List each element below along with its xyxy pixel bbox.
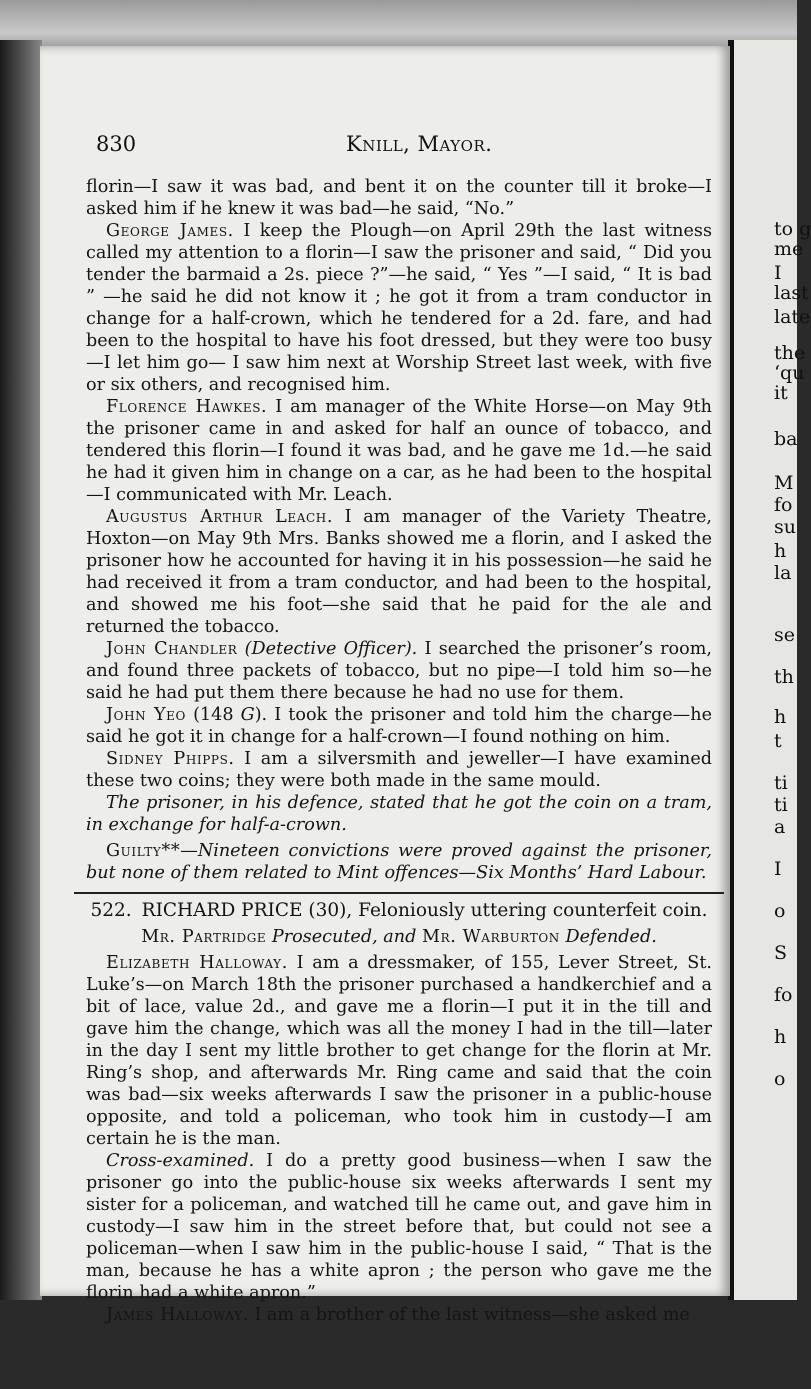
facing-page-text-fragment: it bbox=[774, 382, 788, 404]
witness-name: James Halloway. bbox=[106, 1305, 249, 1325]
defendant-name: RICHARD PRICE bbox=[141, 900, 303, 921]
facing-page-text-fragment: h bbox=[774, 706, 787, 728]
facing-page-text-fragment: last bbox=[774, 282, 809, 304]
paragraph bbox=[86, 220, 712, 396]
testimony-text: I am a dressmaker, of 155, Lever Street, St. Luke’s—on March 18th the prisoner purchased a handkerchief and a bit of lace, value 2d., and gave me a florin—I put it in the till and gave him the change, which was all the money I had in the till—later in the day I sent my little brother to get change for the florin at Mr. Ring’s shop, and afterwards Mr. Ring came and said that the coin was bad—six weeks afterwards I saw the prisoner in a public-house opposite, and told a policeman, who took him in custody—I am certain he is the man. bbox=[86, 953, 712, 1149]
paragraph-text: florin—I saw it was bad, and bent it on the counter till it broke—I asked him if he knew it was bad—he said, “No.” bbox=[86, 177, 712, 219]
facing-page-text-fragment: me bbox=[774, 238, 804, 260]
paragraph bbox=[86, 704, 712, 748]
paragraph bbox=[86, 748, 712, 792]
defended-label: Defended. bbox=[559, 927, 657, 947]
facing-page-text-fragment: h bbox=[774, 1026, 787, 1048]
case-number: 522. bbox=[90, 900, 132, 921]
paragraph bbox=[86, 1304, 712, 1326]
case-title bbox=[86, 900, 712, 922]
witness-role: G bbox=[240, 705, 255, 725]
testimony-text: I am manager of the Variety Theatre, Hoxton—on May 9th Mrs. Banks showed me a florin, and I asked the prisoner how he accounted for having it in his possession—he said he had received it from a tram conductor, and had been to the hospital, and showed me his foot—she said that he paid for the ale and returned the tobacco. bbox=[86, 507, 712, 637]
verdict-label: Guilty** bbox=[106, 841, 181, 861]
testimony-text: I do a pretty good business—when I saw the prisoner go into the public-house six weeks afterwards I sent my sister for a policeman, and watched till he came out, and gave him in custody—I saw him in the street before that, but could not see a policeman—when I saw him in the public-house I said, “ That is the man, because he has a white apron ; the person who gave me the florin had a white apron.” bbox=[86, 1151, 712, 1303]
testimony-part-1 bbox=[86, 176, 712, 884]
section-divider bbox=[74, 892, 724, 894]
testimony-text: I am a brother of the last witness—she asked me bbox=[248, 1305, 690, 1325]
paragraph bbox=[86, 176, 712, 220]
offence: Feloniously uttering counterfeit coin. bbox=[352, 900, 708, 921]
paragraph bbox=[86, 952, 712, 1150]
witness-name: John Chandler bbox=[106, 639, 238, 659]
prosecuted-label: Prosecuted, bbox=[266, 927, 378, 947]
counsel-line bbox=[86, 926, 712, 948]
witness-role: (Detective Officer). bbox=[244, 639, 418, 659]
facing-page-text-fragment: ‘qu bbox=[774, 362, 805, 384]
facing-page-text-fragment: the bbox=[774, 342, 806, 364]
facing-page-text-fragment: I bbox=[774, 262, 782, 284]
witness-name: Florence Hawkes. bbox=[106, 397, 268, 417]
paragraph bbox=[86, 396, 712, 506]
running-head: Knill, Mayor. bbox=[346, 132, 493, 156]
testimony-text: I took the prisoner and told him the charge—he said he got it in change for a half-crown—I found nothing on him. bbox=[86, 705, 712, 747]
facing-page-text-fragment: fo bbox=[774, 984, 793, 1006]
and-label: and bbox=[377, 927, 422, 947]
testimony-text: I am manager of the White Horse—on May 9th the prisoner came in and asked for half an ounce of tobacco, and tendered this florin—I found it was bad, and he gave me 1d.—he said he had it given him in change on a car, as he had been to the hospital—I communicated with Mr. Leach. bbox=[86, 397, 712, 505]
verdict-text: —Nineteen convictions were proved against the prisoner, but none of them related to Mint offences—Six Months’ Hard Labour. bbox=[86, 841, 712, 883]
facing-page-text-fragment: ti bbox=[774, 794, 788, 816]
defendant-age: (30), bbox=[302, 900, 353, 921]
testimony-part-2 bbox=[86, 952, 712, 1326]
facing-page-text-fragment: a bbox=[774, 816, 786, 838]
facing-page-text-fragment: su bbox=[774, 516, 796, 538]
witness-number: (148 bbox=[185, 705, 241, 725]
prosecutor: Mr. Partridge bbox=[141, 927, 267, 947]
facing-page-text-fragment: t bbox=[774, 730, 782, 752]
testimony-text: I searched the prisoner’s room, and found three packets of tobacco, but no pipe—I told him so—he said he had put them there because he had no use for them. bbox=[86, 639, 712, 703]
paragraph bbox=[86, 506, 712, 638]
witness-number-tail: ). bbox=[254, 705, 268, 725]
facing-page-text-fragment: ti bbox=[774, 772, 788, 794]
paragraph bbox=[86, 792, 712, 836]
facing-page-text-fragment: S bbox=[774, 942, 788, 964]
paragraph bbox=[86, 840, 712, 884]
witness-name: Augustus Arthur Leach. bbox=[106, 507, 334, 527]
facing-page-text-fragment: la bbox=[774, 562, 792, 584]
facing-page-text-fragment: o bbox=[774, 1068, 786, 1090]
facing-page-text-fragment: late bbox=[774, 306, 811, 328]
facing-page-text-fragment: to g bbox=[774, 218, 811, 240]
page-body bbox=[86, 176, 712, 1326]
testimony-text: I keep the Plough—on April 29th the last witness called my attention to a florin—I saw the prisoner and said, “ Did you tender the barmaid a 2s. piece ?”—he said, “ Yes ”—I said, “ It is bad ” —he said he did not know it ; he got it from a tram conductor in change for a half-crown, which he tendered for a 2d. fare, and had been to the hospital to have his foot dressed, but they were too busy—I let him go— I saw him next at Worship Street last week, with five or six others, and recognised him. bbox=[86, 221, 712, 395]
witness-name: John Yeo bbox=[106, 705, 186, 725]
witness-name: Sidney Phipps. bbox=[106, 749, 235, 769]
facing-page-text-fragment: fo bbox=[774, 494, 793, 516]
paragraph bbox=[86, 638, 712, 704]
facing-page-text-fragment: M bbox=[774, 472, 794, 494]
scan-left-edge bbox=[0, 40, 42, 1300]
page-header bbox=[96, 128, 716, 162]
facing-page-text-fragment: th bbox=[774, 666, 794, 688]
facing-page-text-fragment: se bbox=[774, 624, 795, 646]
witness-name: George James. bbox=[106, 221, 234, 241]
facing-page-text-fragment: h bbox=[774, 540, 787, 562]
facing-page-text-fragment: o bbox=[774, 900, 786, 922]
defence-statement: The prisoner, in his defence, stated that he got the coin on a tram, in exchange for half-a-crown. bbox=[86, 793, 712, 835]
defender: Mr. Warburton bbox=[421, 927, 560, 947]
cross-examined-label: Cross-examined. bbox=[106, 1151, 255, 1171]
paragraph bbox=[86, 1150, 712, 1304]
testimony-text: I am a silversmith and jeweller—I have examined these two coins; they were both made in the same mould. bbox=[86, 749, 712, 791]
facing-page-text-fragment: ba bbox=[774, 428, 798, 450]
page-number: 830 bbox=[96, 132, 137, 156]
facing-page-text-fragment: I bbox=[774, 858, 782, 880]
witness-name: Elizabeth Halloway. bbox=[106, 953, 288, 973]
facing-page-fragment bbox=[734, 40, 811, 1300]
